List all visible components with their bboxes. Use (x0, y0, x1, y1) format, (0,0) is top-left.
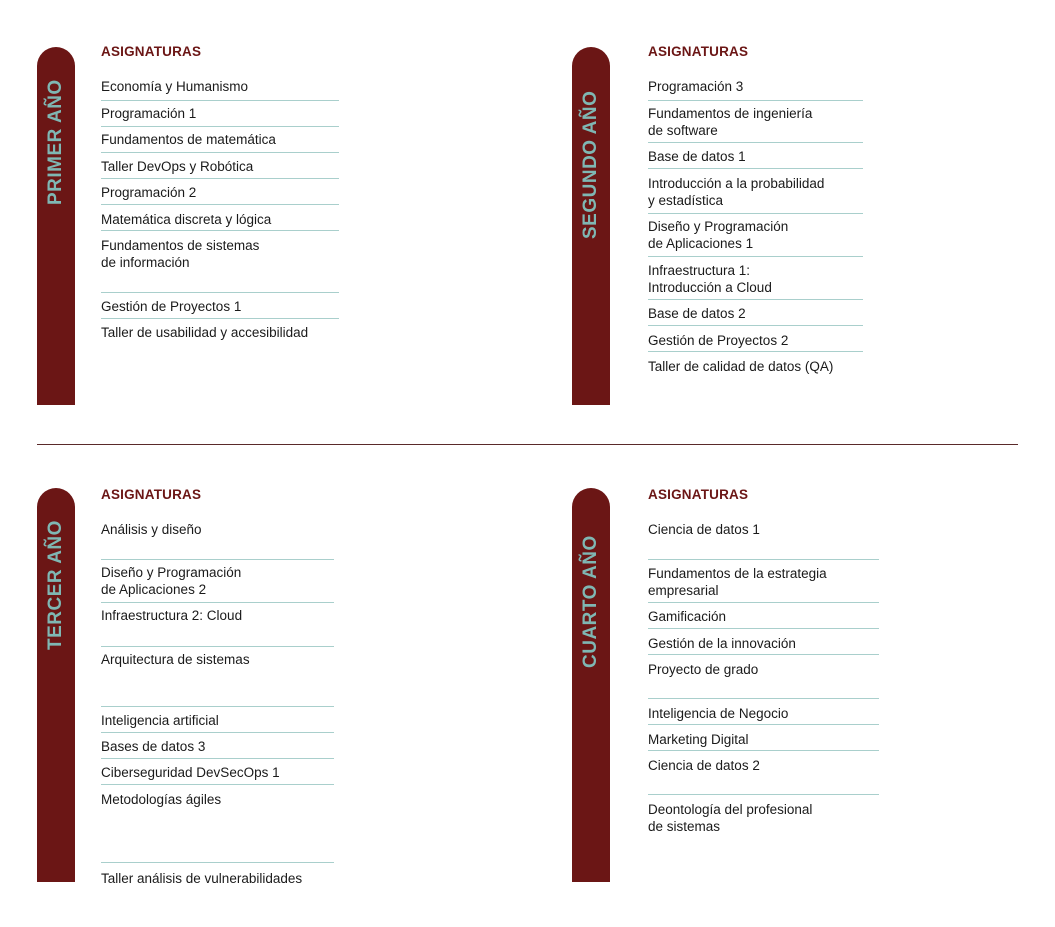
subject-item: Deontología del profesional de sistemas (648, 802, 813, 834)
subject-item: Programación 2 (101, 185, 197, 200)
year-label: PRIMER AÑO (45, 79, 66, 205)
subject-separator (101, 152, 339, 153)
subject-item: Metodologías ágiles (101, 792, 222, 807)
subject-separator (101, 318, 339, 319)
subject-separator (648, 325, 863, 326)
subject-separator (648, 750, 879, 751)
subject-separator (101, 230, 339, 231)
subject-item: Ciberseguridad DevSecOps 1 (101, 765, 280, 780)
subject-item: Introducción a la probabilidad y estadística (648, 176, 825, 208)
year-label: CUARTO AÑO (580, 535, 601, 668)
subject-separator (101, 862, 334, 863)
year-label: SEGUNDO AÑO (580, 90, 601, 239)
subject-item: Gestión de la innovación (648, 636, 796, 651)
subjects-heading: ASIGNATURAS (648, 44, 749, 59)
year-label-wrap (37, 488, 75, 882)
year-band (572, 47, 610, 405)
subject-item: Economía y Humanismo (101, 79, 249, 94)
subject-item: Base de datos 1 (648, 149, 746, 164)
subject-item: Matemática discreta y lógica (101, 212, 272, 227)
subject-separator (101, 732, 334, 733)
subject-separator (648, 299, 863, 300)
subject-separator (648, 559, 879, 560)
subject-separator (648, 698, 879, 699)
subject-item: Fundamentos de ingeniería de software (648, 106, 813, 138)
subject-item: Marketing Digital (648, 732, 749, 747)
subject-item: Análisis y diseño (101, 522, 202, 537)
subject-separator (648, 602, 879, 603)
subject-item: Ciencia de datos 1 (648, 522, 760, 537)
subject-separator (101, 646, 334, 647)
subject-separator (648, 724, 879, 725)
subject-item: Taller de calidad de datos (QA) (648, 359, 834, 374)
subject-item: Ciencia de datos 2 (648, 758, 760, 773)
subject-separator (101, 784, 334, 785)
subject-separator (648, 100, 863, 101)
subject-separator (101, 204, 339, 205)
subject-separator (101, 602, 334, 603)
subject-separator (101, 559, 334, 560)
subjects-heading: ASIGNATURAS (648, 487, 749, 502)
subject-item: Taller DevOps y Robótica (101, 159, 254, 174)
subject-item: Arquitectura de sistemas (101, 652, 250, 667)
subject-separator (648, 654, 879, 655)
section-divider (37, 444, 1018, 445)
subject-item: Bases de datos 3 (101, 739, 206, 754)
year-label-wrap (572, 488, 610, 882)
subject-item: Programación 1 (101, 106, 197, 121)
subject-item: Diseño y Programación de Aplicaciones 2 (101, 565, 242, 597)
subject-item: Diseño y Programación de Aplicaciones 1 (648, 219, 789, 251)
subject-item: Gestión de Proyectos 1 (101, 299, 242, 314)
subject-separator (101, 706, 334, 707)
subject-separator (648, 794, 879, 795)
subject-item: Proyecto de grado (648, 662, 759, 677)
subject-separator (101, 178, 339, 179)
subject-separator (648, 142, 863, 143)
subject-item: Infraestructura 1: Introducción a Cloud (648, 263, 772, 295)
subject-item: Infraestructura 2: Cloud (101, 608, 243, 623)
subject-separator (648, 213, 863, 214)
year-label: TERCER AÑO (45, 520, 66, 650)
subject-item: Gamificación (648, 609, 727, 624)
subjects-heading: ASIGNATURAS (101, 44, 202, 59)
subject-separator (648, 628, 879, 629)
subject-separator (101, 126, 339, 127)
subject-item: Gestión de Proyectos 2 (648, 333, 789, 348)
subject-item: Programación 3 (648, 79, 744, 94)
year-band (37, 488, 75, 882)
subject-item: Taller de usabilidad y accesibilidad (101, 325, 309, 340)
subject-separator (648, 168, 863, 169)
year-label-wrap (572, 47, 610, 405)
subject-separator (101, 292, 339, 293)
year-band (572, 488, 610, 882)
subject-separator (101, 758, 334, 759)
subject-item: Inteligencia artificial (101, 713, 219, 728)
subject-separator (648, 256, 863, 257)
subject-separator (101, 100, 339, 101)
subject-item: Base de datos 2 (648, 306, 746, 321)
subject-item: Fundamentos de matemática (101, 132, 276, 147)
year-band (37, 47, 75, 405)
subject-item: Taller análisis de vulnerabilidades (101, 871, 303, 886)
year-label-wrap (37, 47, 75, 405)
subjects-heading: ASIGNATURAS (101, 487, 202, 502)
subject-separator (648, 351, 863, 352)
subject-item: Fundamentos de la estrategia empresarial (648, 566, 827, 598)
subject-item: Fundamentos de sistemas de información (101, 238, 260, 270)
subject-item: Inteligencia de Negocio (648, 706, 789, 721)
